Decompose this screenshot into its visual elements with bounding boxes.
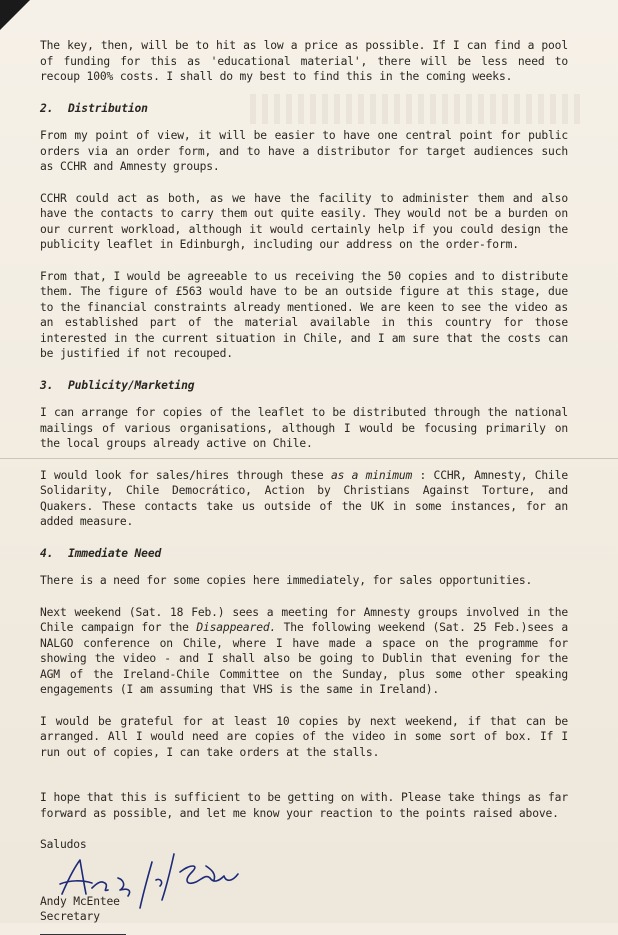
text-run: Next weekend (Sat. 18 Feb.) sees a meeting for Amnesty groups involved in the Chile campaign for the [40, 605, 568, 634]
weekend-paragraph [40, 605, 568, 698]
section-number: 2. [40, 101, 54, 115]
emphasis-text: Disappeared. [196, 621, 277, 634]
section-title: Publicity/Marketing [68, 378, 195, 392]
minimum-paragraph [40, 468, 568, 530]
paragraph: I would be grateful for at least 10 copies by next weekend, if that can be arranged. All I would need are copies of the video in some sort of box. If I run out of copies, I can take orders at the stalls. [40, 714, 568, 759]
handwritten-signature [56, 850, 266, 912]
paragraph: There is a need for some copies here immediately, for sales opportunities. [40, 574, 533, 587]
section-heading-immediate-need [40, 546, 568, 562]
signer-name: Andy McEntee [40, 895, 120, 908]
section-number: 4. [40, 546, 54, 560]
intro-paragraph: The key, then, will be to hit as low a price as possible. If I can find a pool of funding for this as 'educational material', there will be less need to recoup 100% costs. I shall do my best to find this in the coming weeks. [40, 39, 568, 83]
section-heading-publicity [40, 378, 568, 394]
paragraph: I can arrange for copies of the leaflet to be distributed through the national mailings of various organisations, although I would be focusing primarily on the local groups already active on Chile. [40, 406, 568, 450]
section-title: Immediate Need [68, 546, 162, 560]
paragraph: From that, I would be agreeable to us receiving the 50 copies and to distribute them. The figure of £563 would have to be an outside figure at this stage, due to the financial constraints already mentioned. We are keen to see the video as an established part of the material available in this country for those interested in the current situation in Chile, and I am sure that the costs can be justified if not recouped. [40, 269, 568, 360]
signer-role: Secretary [40, 910, 100, 923]
closing-paragraph: I hope that this is sufficient to be getting on with. Please take things as far forward as possible, and let me know your reaction to the points raised above. [40, 791, 568, 820]
paragraph: From my point of view, it will be easier to have one central point for public orders via an order form, and to have a distributor for target audiences such as CCHR and Amnesty groups. [40, 129, 568, 173]
page-corner-mark [0, 0, 30, 30]
letter-body [40, 38, 568, 935]
signature-area [40, 854, 568, 894]
spacer [40, 776, 568, 790]
salutation: Saludos [40, 838, 87, 851]
section-number: 3. [40, 378, 54, 392]
text-run: : CCHR, Amnesty, Chile Solidarity, Chile Democrático, Action by Christians Against Torture, and Quakers. These contacts take us outside of the UK in some instances, for an added measure. [40, 468, 568, 528]
emphasis-text: as a minimum [330, 468, 413, 482]
section-title: Distribution [68, 101, 148, 115]
text-run: The following weekend (Sat. 25 Feb.)sees a NALGO conference on Chile, where I have made a space on the programme for showing the video - and I shall also be going to Dublin that evening for the AGM of the Ireland-Chile Committee on the Sunday, plus some other speaking engagements (I am assuming that VHS is the same in Ireland). [40, 621, 568, 696]
text-run: I would look for sales/hires through these [40, 468, 331, 482]
section-heading-distribution [40, 101, 568, 117]
paragraph: CCHR could act as both, as we have the facility to administer them and also have the contacts to carry them out quite easily. They would not be a burden on our current workload, although it would certainly help if you could design the publicity leaflet in Edinburgh, including our address on the order-form. [40, 191, 568, 251]
